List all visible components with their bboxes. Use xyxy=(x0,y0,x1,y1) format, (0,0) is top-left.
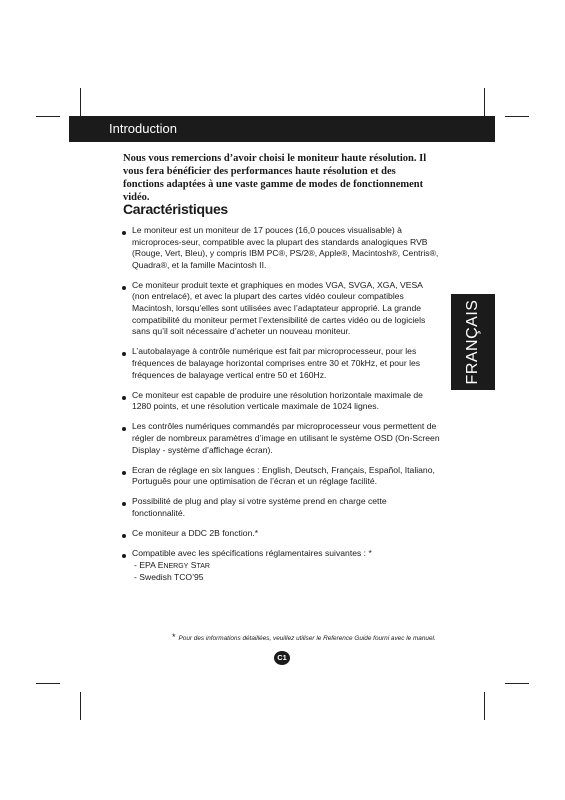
section-header-band xyxy=(69,116,495,142)
bullet-icon xyxy=(122,502,126,506)
language-label: FRANÇAIS xyxy=(464,299,481,385)
bullet-icon xyxy=(122,554,126,558)
list-item: Le moniteur est un moniteur de 17 pouces (16,0 pouces visualisable) à microproces-seur, compatible avec la plupart des standards analogiques RVB (Rouge, Vert, Bleu), y compris IBM PC®, PS/2®, Apple®, Macintosh®, Centris®, Quadra®, et la famille Macintosh II. xyxy=(120,225,442,271)
crop-mark-bottom-right xyxy=(484,692,485,720)
bullet-icon xyxy=(122,471,126,475)
bullet-icon xyxy=(122,427,126,431)
list-item: Possibilité de plug and play si votre système prend en charge cette fonctionnalité. xyxy=(120,496,442,519)
list-item-compliance: Compatible avec les spécifications réglamentaires suivantes : * - EPA ENERGY STAR - Swedish TCO’95 xyxy=(120,548,442,584)
feature-list xyxy=(120,225,442,592)
section-title: Caractéristiques xyxy=(123,201,228,217)
bullet-icon xyxy=(122,286,126,290)
crop-mark-left-top xyxy=(36,116,60,117)
list-item: Ce moniteur a DDC 2B fonction.* xyxy=(120,528,442,540)
bullet-icon xyxy=(122,396,126,400)
list-item: Ce moniteur est capable de produire une résolution horizontale maximale de 1280 points, et une résolution verticale maximale de 1024 lignes. xyxy=(120,390,442,413)
list-item: Les contrôles numériques commandés par microprocesseur vous permettent de régler de nombreux paramètres d’image en utilisant le système OSD (On-Screen Display - système d’affichage écran). xyxy=(120,421,442,456)
epa-energy-star: - EPA ENERGY STAR xyxy=(134,559,210,570)
crop-mark-right-top xyxy=(505,116,529,117)
bullet-icon xyxy=(122,352,126,356)
list-item: Ecran de réglage en six langues : English, Deutsch, Français, Español, Italiano, Português pour une optimisation de l’écran et un réglage facilité. xyxy=(120,465,442,488)
list-item: L’autobalayage à contrôle numérique est fait par microprocesseur, pour les fréquences de balayage horizontal comprises entre 30 et 70kHz, et pour les fréquences de balayage vertical entre 50 et 160Hz. xyxy=(120,346,442,381)
language-side-tab xyxy=(451,294,495,390)
page-number-badge: C1 xyxy=(274,651,290,665)
footnote-text: Pour des informations détaillées, veuillez utiliser le Reference Guide fourni avec le manuel. xyxy=(178,635,436,642)
bullet-icon xyxy=(122,231,126,235)
header-title: Introduction xyxy=(109,121,177,136)
crop-mark-top-right xyxy=(484,88,485,116)
crop-mark-top-left xyxy=(80,88,81,116)
list-item: Ce moniteur produit texte et graphiques en modes VGA, SVGA, XGA, VESA (non entrelacé), et avec la plupart des cartes vidéo couleur compatibles Macintosh, lorsqu’elles sont utilisées avec l’adaptateur approprié. La grande compatibilité du moniteur permet l’extensibilité de cartes vidéo ou de logiciels sans qu’il soit nécessaire d’acheter un nouveau moniteur. xyxy=(120,280,442,338)
crop-mark-bottom-left xyxy=(80,692,81,720)
footnote-star: * xyxy=(172,632,176,642)
intro-paragraph: Nous vous remercions d’avoir choisi le moniteur haute résolution. Il vous fera bénéficier des performances haute résolution et des fonctions adaptées à une vaste gamme de modes de fonctionnement vidéo. xyxy=(123,153,427,203)
crop-mark-right-bottom xyxy=(505,683,529,684)
footnote xyxy=(172,632,462,642)
swedish-tco: - Swedish TCO’95 xyxy=(134,572,204,583)
bullet-icon xyxy=(122,534,126,538)
crop-mark-left-bottom xyxy=(36,683,60,684)
